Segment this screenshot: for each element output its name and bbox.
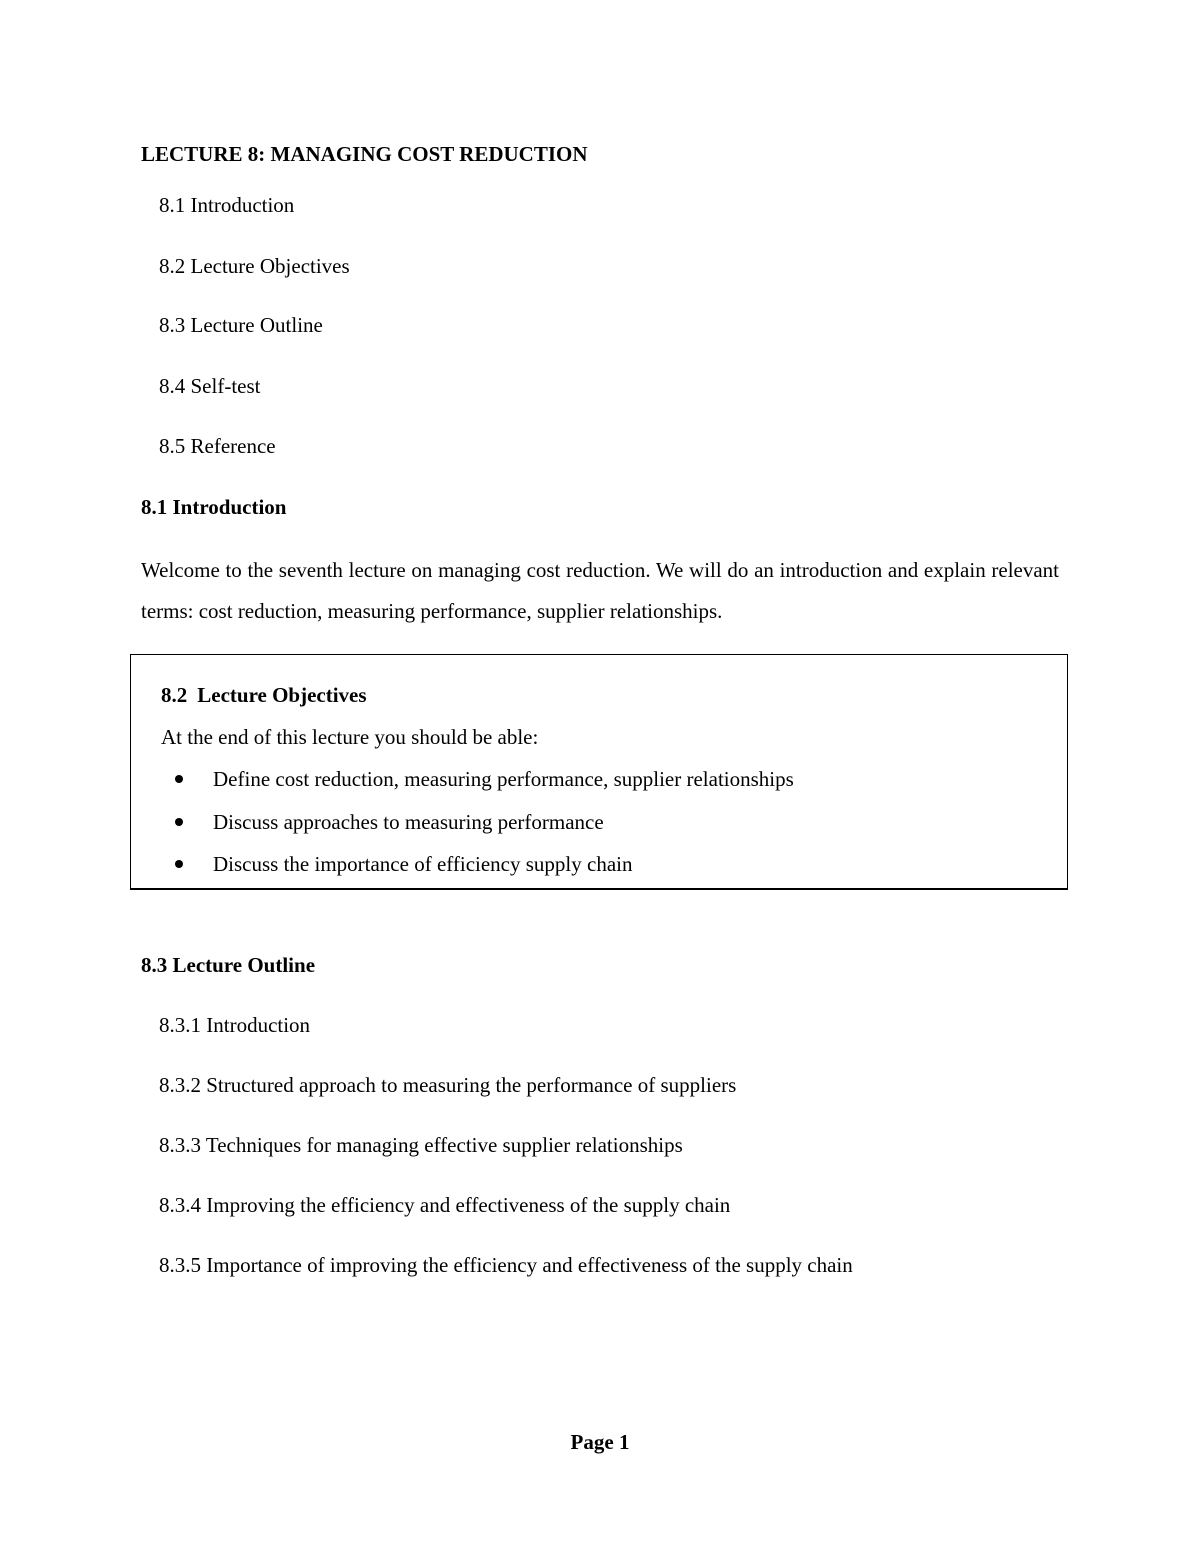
bullet-icon — [175, 818, 183, 826]
outline-item: 8.3.4 Improving the efficiency and effectiveness of the supply chain — [159, 1193, 731, 1217]
objective-item — [175, 852, 633, 877]
toc-item: 8.3 Lecture Outline — [159, 313, 323, 337]
objective-text: Discuss the importance of efficiency supply chain — [213, 852, 633, 876]
objective-text: Discuss approaches to measuring performance — [213, 810, 604, 834]
objective-item — [175, 767, 794, 792]
objectives-box — [130, 654, 1068, 890]
objectives-heading-text: Lecture Objectives — [197, 683, 367, 707]
objective-text: Define cost reduction, measuring performance, supplier relationships — [213, 767, 794, 791]
toc-item: 8.2 Lecture Objectives — [159, 254, 350, 278]
outline-heading: 8.3 Lecture Outline — [141, 953, 316, 977]
outline-item: 8.3.1 Introduction — [159, 1013, 311, 1037]
outline-item: 8.3.5 Importance of improving the efficiency and effectiveness of the supply chain — [159, 1253, 853, 1277]
outline-item: 8.3.2 Structured approach to measuring the performance of suppliers — [159, 1073, 737, 1097]
bullet-icon — [175, 775, 183, 783]
toc-item: 8.1 Introduction — [159, 193, 295, 217]
objective-item — [175, 810, 604, 835]
lecture-title: LECTURE 8: MANAGING COST REDUCTION — [141, 142, 588, 166]
page-number-footer: Page 1 — [570, 1430, 630, 1454]
introduction-heading: 8.1 Introduction — [141, 495, 287, 519]
toc-item: 8.4 Self-test — [159, 374, 261, 398]
outline-item: 8.3.3 Techniques for managing effective supplier relationships — [159, 1133, 683, 1157]
objectives-intro: At the end of this lecture you should be able: — [161, 725, 539, 749]
introduction-paragraph: Welcome to the seventh lecture on managing cost reduction. We will do an introduction and explain relevant terms: cost reduction, measuring performance, supplier relationships. — [141, 558, 1059, 623]
toc-item: 8.5 Reference — [159, 434, 276, 458]
objectives-heading-number: 8.2 — [161, 683, 188, 707]
objectives-heading — [161, 683, 367, 708]
bullet-icon — [175, 860, 183, 868]
